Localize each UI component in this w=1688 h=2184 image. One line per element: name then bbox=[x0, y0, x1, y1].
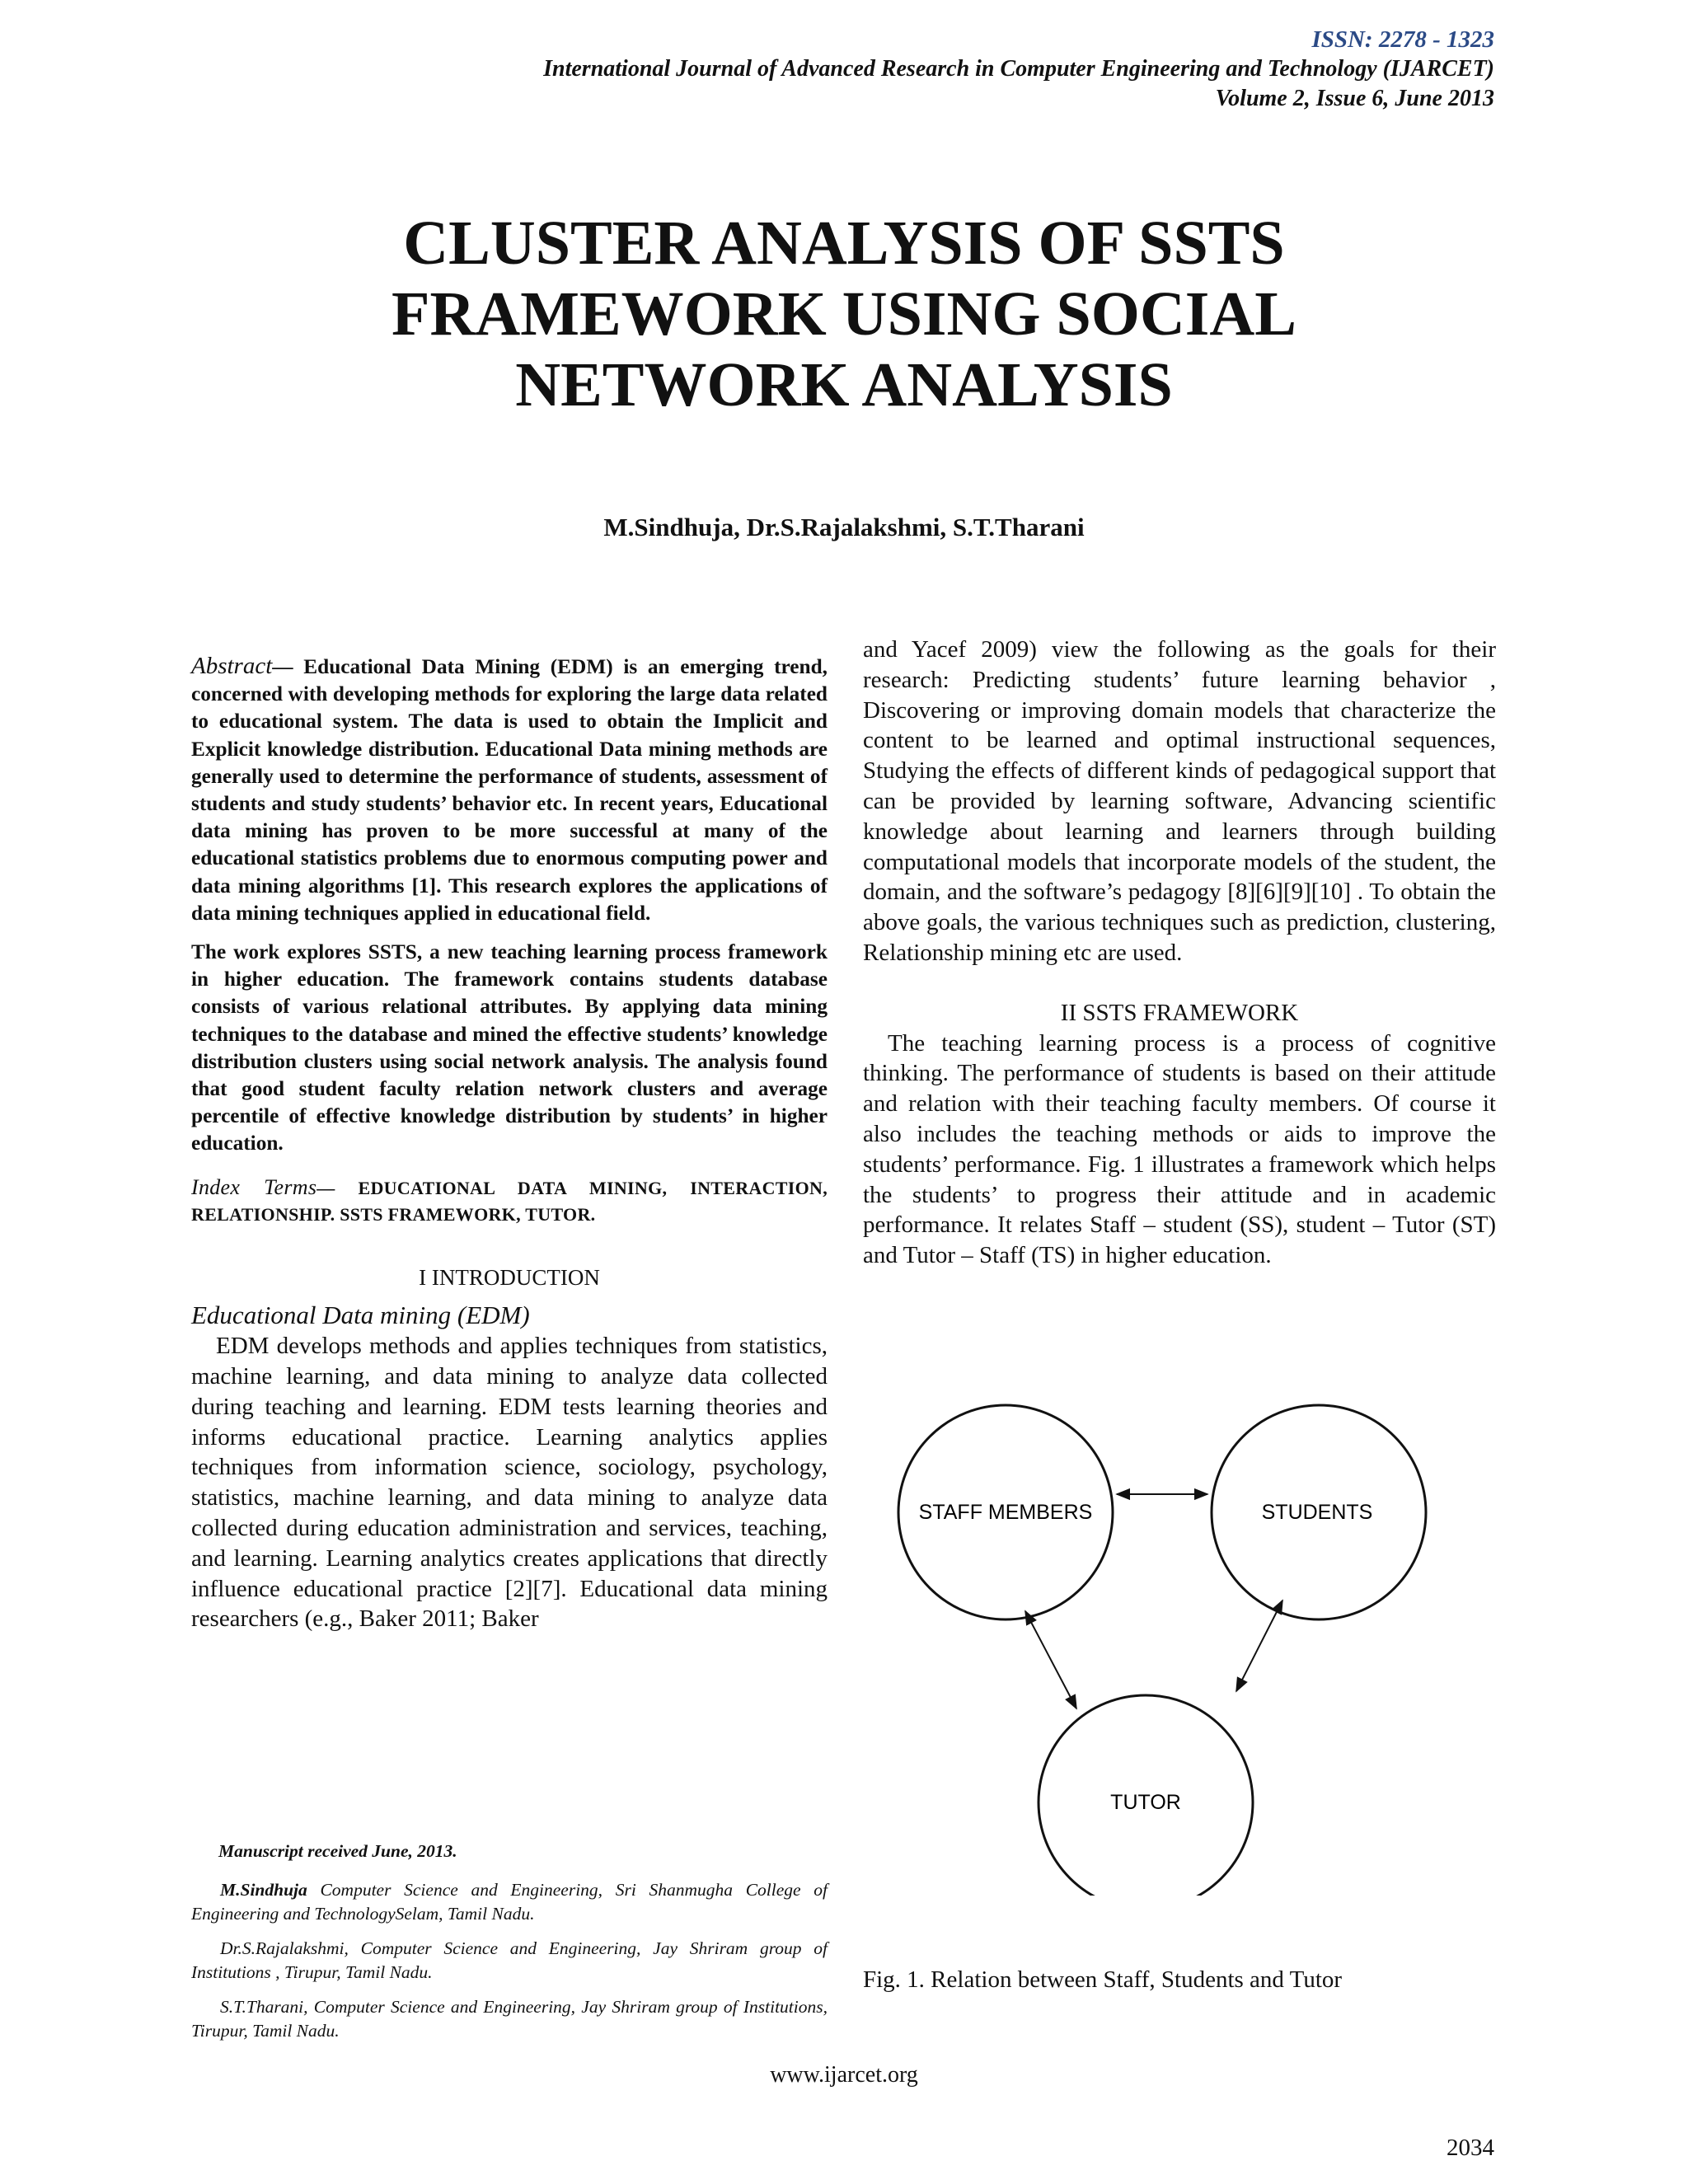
author-notes bbox=[191, 1840, 828, 2054]
journal-url: www.ijarcet.org bbox=[770, 2062, 918, 2088]
right-column bbox=[863, 635, 1496, 1271]
section-heading-ssts-framework: II SSTS FRAMEWORK bbox=[1060, 999, 1299, 1026]
title-line-2: FRAMEWORK USING SOCIAL bbox=[392, 279, 1296, 349]
figure-caption: Fig. 1. Relation between Staff, Students and Tutor bbox=[863, 1966, 1343, 1993]
manuscript-received: Manuscript received June, 2013. bbox=[218, 1841, 457, 1861]
journal-name: International Journal of Advanced Research in Computer Engineering and Technology (IJARCET) bbox=[543, 56, 1494, 82]
page-number: 2034 bbox=[1447, 2135, 1494, 2161]
index-terms-text: — EDUCATIONAL DATA MINING, INTERACTION, RELATIONSHIP. SSTS FRAMEWORK, TUTOR. bbox=[191, 1177, 828, 1225]
ssts-framework-paragraph: The teaching learning process is a process of cognitive thinking. The performance of students is based on their attitude and relation with their teaching faculty members. Of course it also includes the teaching methods or aids to improve the students’ performance. Fig. 1 illustrates a framework which helps the students’ to progress their attitude and in academic performance. It relates Staff – student (SS), student – Tutor (ST) and Tutor – Staff (TS) in higher education. bbox=[863, 1029, 1496, 1269]
introduction-paragraph: EDM develops methods and applies techniques from statistics, machine learning, and data mining to analyze data collected during teaching and learning. EDM tests learning theories and informs educational practice. Learning analytics applies techniques from information science, sociology, psychology, statistics, machine learning, and data mining to analyze data collected during education administration and services, teaching, and learning. Learning analytics creates applications that directly influence educational practice [2][7]. Educational data mining researchers (e.g., Baker 2011; Baker bbox=[191, 1333, 828, 1633]
title-line-1: CLUSTER ANALYSIS OF SSTS bbox=[403, 209, 1285, 278]
author-list: M.Sindhuja, Dr.S.Rajalakshmi, S.T.Tharani bbox=[603, 513, 1085, 541]
students-label: STUDENTS bbox=[1261, 1501, 1373, 1524]
goals-paragraph: and Yacef 2009) view the following as the goals for their research: Predicting students’ future learning behavior , Discovering or improving domain models that characterize the content to be learned and optimal instructional sequences, Studying the effects of different kinds of pedagogical support that can be provided by learning software, Advancing scientific knowledge about learning and learners through building computational models that incorporate models of the student, the domain, and the software’s pedagogy [8][6][9][10] . To obtain the above goals, the various techniques such as prediction, clustering, Relationship mining etc are used. bbox=[863, 636, 1496, 966]
issn-header: ISSN: 2278 - 1323 bbox=[1311, 26, 1494, 53]
volume-issue: Volume 2, Issue 6, June 2013 bbox=[1215, 86, 1494, 111]
author1-affiliation: Computer Science and Engineering, Sri Shanmugha College of Engineering and TechnologySelam, Tamil Nadu. bbox=[191, 1880, 828, 1924]
students-node bbox=[1212, 1405, 1426, 1619]
ssts-framework-diagram bbox=[857, 1385, 1451, 1896]
abstract-paragraph-2: The work explores SSTS, a new teaching learning process framework in higher education. The framework contains students database consists of various relational attributes. By applying data mining techniques to the database and mined the effective students’ knowledge distribution clusters using social network analysis. The analysis found that good student faculty relation network clusters and average percentile of effective knowledge distribution by students’ in higher education. bbox=[191, 940, 828, 1155]
title-line-3: NETWORK ANALYSIS bbox=[515, 350, 1173, 419]
students-tutor-arrow bbox=[1236, 1601, 1282, 1691]
section-heading-introduction: I INTRODUCTION bbox=[419, 1264, 600, 1290]
index-terms-lead: Index Terms bbox=[191, 1174, 317, 1199]
subsection-heading-edm: Educational Data mining (EDM) bbox=[191, 1301, 530, 1330]
abstract bbox=[191, 653, 828, 927]
left-column bbox=[191, 653, 828, 1634]
paper-title bbox=[0, 208, 1688, 420]
author-affiliation-1 bbox=[191, 1878, 828, 1926]
staff-members-label: STAFF MEMBERS bbox=[918, 1501, 1093, 1524]
tutor-label: TUTOR bbox=[1110, 1791, 1181, 1814]
tutor-node bbox=[1039, 1695, 1253, 1896]
author1-name: M.Sindhuja bbox=[220, 1880, 307, 1900]
abstract-lead: Abstract bbox=[191, 653, 273, 679]
author-affiliation-2: Dr.S.Rajalakshmi, Computer Science and Engineering, Jay Shriram group of Institutions , Tirupur, Tamil Nadu. bbox=[191, 1938, 828, 1982]
author-affiliation-3: S.T.Tharani, Computer Science and Engineering, Jay Shriram group of Institutions, Tirupur, Tamil Nadu. bbox=[191, 1997, 828, 2041]
index-terms bbox=[191, 1174, 828, 1228]
staff-tutor-arrow bbox=[1025, 1611, 1076, 1708]
staff-members-node bbox=[898, 1405, 1113, 1619]
abstract-text: — Educational Data Mining (EDM) is an emerging trend, concerned with developing methods for exploring the large data related to educational system. The data is used to obtain the Implicit and Explicit knowledge distribution. Educational Data mining methods are generally used to determine the performance of students, assessment of students and study students’ behavior etc. In recent years, Educational data mining has proven to be more successful at many of the educational statistics problems due to enormous computing power and data mining algorithms [1]. This research explores the applications of data mining techniques applied in educational field. bbox=[191, 655, 828, 925]
